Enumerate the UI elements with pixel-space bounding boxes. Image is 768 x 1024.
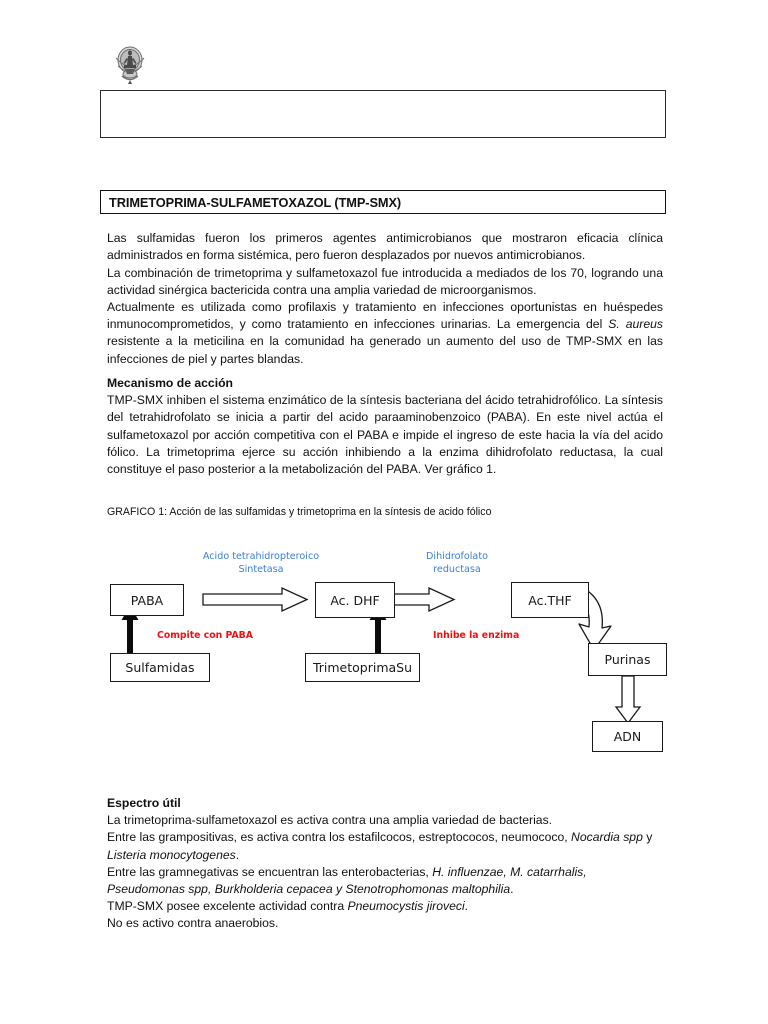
folic-acid-pathway-diagram bbox=[100, 540, 668, 770]
intro-paragraph-3 bbox=[107, 299, 663, 368]
mechanism-heading: Mecanismo de acción bbox=[107, 376, 233, 390]
spectrum-line-2b: y bbox=[642, 830, 653, 845]
spectrum-italic-nocardia: Nocardia spp bbox=[571, 830, 643, 845]
enzyme2-line2: reductasa bbox=[433, 563, 481, 575]
intro-italic-s-aureus: S. aureus bbox=[608, 317, 663, 332]
spectrum-line-3 bbox=[107, 864, 663, 898]
node-ac-dhf: Ac. DHF bbox=[315, 582, 395, 618]
intro-text-3a: Actualmente es utilizada como profilaxis y tratamiento en infecciones oportunistas en huéspedes inmunocomprometidos, y como tratamiento en infecciones urinarias. La emergencia del bbox=[107, 300, 663, 332]
spectrum-line-5: No es activo contra anaerobios. bbox=[107, 916, 279, 931]
intro-text-3b: resistente a la meticilina en la comunidad ha generado un aumento del uso de TMP-SMX en las infecciones de piel y partes blandas. bbox=[107, 334, 663, 366]
intro-text-3 bbox=[107, 299, 663, 368]
enzyme1-line2: Sintetasa bbox=[238, 563, 284, 575]
institutional-seal-icon bbox=[113, 40, 147, 86]
spectrum-heading: Espectro útil bbox=[107, 796, 181, 810]
spectrum-line-4a: TMP-SMX posee excelente actividad contra bbox=[107, 899, 348, 914]
spectrum-italic-pneumocystis: Pneumocystis jiroveci bbox=[347, 899, 465, 914]
spectrum-line-2c: . bbox=[235, 847, 240, 862]
inhibition-label-inhibe-la-enzima: Inhibe la enzima bbox=[433, 630, 520, 641]
spectrum-italic-gramnegatives: H. influenzae, M. catarrhalis, Pseudomonas spp, Burkholderia cepacea y Stenotrophomonas maltophilia bbox=[107, 864, 587, 897]
spectrum-line-2a: Entre las grampositivas, es activa contra los estafilcocos, estreptococos, neumococo, bbox=[107, 830, 572, 845]
intro-text-2: La combinación de trimetoprima y sulfametoxazol fue introducida a mediados de los 70, logrando una actividad sinérgica bactericida contra una amplia variedad de microorganismos. bbox=[107, 266, 663, 298]
spectrum-italic-listeria: Listeria monocytogenes bbox=[107, 847, 236, 862]
intro-paragraph-1 bbox=[107, 230, 663, 264]
spectrum-line-1: La trimetoprima-sulfametoxazol es activa contra una amplia variedad de bacterias. bbox=[107, 813, 553, 828]
node-sulfamidas: Sulfamidas bbox=[110, 653, 210, 682]
spectrum-line-4b: . bbox=[464, 899, 469, 914]
letterhead-box bbox=[100, 90, 666, 138]
mechanism-text: TMP-SMX inhiben el sistema enzimático de la síntesis bacteriana del ácido tetrahidrofólico. La síntesis del tetrahidrofolato se inicia a partir del acido paraaminobenzoico (PABA). En este nivel actúa el sulfametoxazol por acción competitiva con el PABA e impide el ingreso de este hacia la vía del acido fólico. La trimetoprima ejerce su acción inhibiendo a la enzima dihidrofolato reductasa, la cual constituye el paso posterior a la metabolización del PABA. Ver gráfico 1. bbox=[107, 393, 663, 477]
spectrum-line-3b: . bbox=[510, 882, 514, 897]
mechanism-section bbox=[107, 375, 663, 478]
node-adn: ADN bbox=[592, 721, 663, 752]
enzyme1-line1: Acido tetrahidropteroico bbox=[202, 551, 320, 562]
node-purinas: Purinas bbox=[588, 643, 667, 676]
node-ac-thf: Ac.THF bbox=[511, 582, 589, 618]
figure-caption: GRAFICO 1: Acción de las sulfamidas y trimetoprima en la síntesis de acido fólico bbox=[107, 506, 492, 518]
spectrum-line-4 bbox=[107, 898, 663, 915]
page-title: TRIMETOPRIMA-SULFAMETOXAZOL (TMP-SMX) bbox=[109, 194, 402, 210]
inhibition-label-compite-con-paba: Compite con PABA bbox=[157, 630, 253, 641]
spectrum-line-3a: Entre las gramnegativas se encuentran las enterobacterias, bbox=[107, 864, 433, 879]
spectrum-line-2 bbox=[107, 829, 663, 863]
enzyme2-line1: Dihidrofolato bbox=[426, 551, 488, 562]
node-trimetoprima: TrimetoprimaSu bbox=[305, 653, 420, 682]
node-paba: PABA bbox=[110, 584, 184, 616]
enzyme-label-dihydrofolate-reductase bbox=[396, 551, 518, 576]
enzyme-label-tetrahydropteroate-synthase bbox=[195, 551, 327, 576]
document-title-box bbox=[100, 190, 666, 214]
intro-text-1: Las sulfamidas fueron los primeros agentes antimicrobianos que mostraron eficacia clínica administrados en forma sistémica, pero fueron desplazados por nuevos antimicrobianos. bbox=[107, 231, 663, 263]
intro-paragraph-2 bbox=[107, 265, 663, 299]
spectrum-section bbox=[107, 795, 663, 933]
